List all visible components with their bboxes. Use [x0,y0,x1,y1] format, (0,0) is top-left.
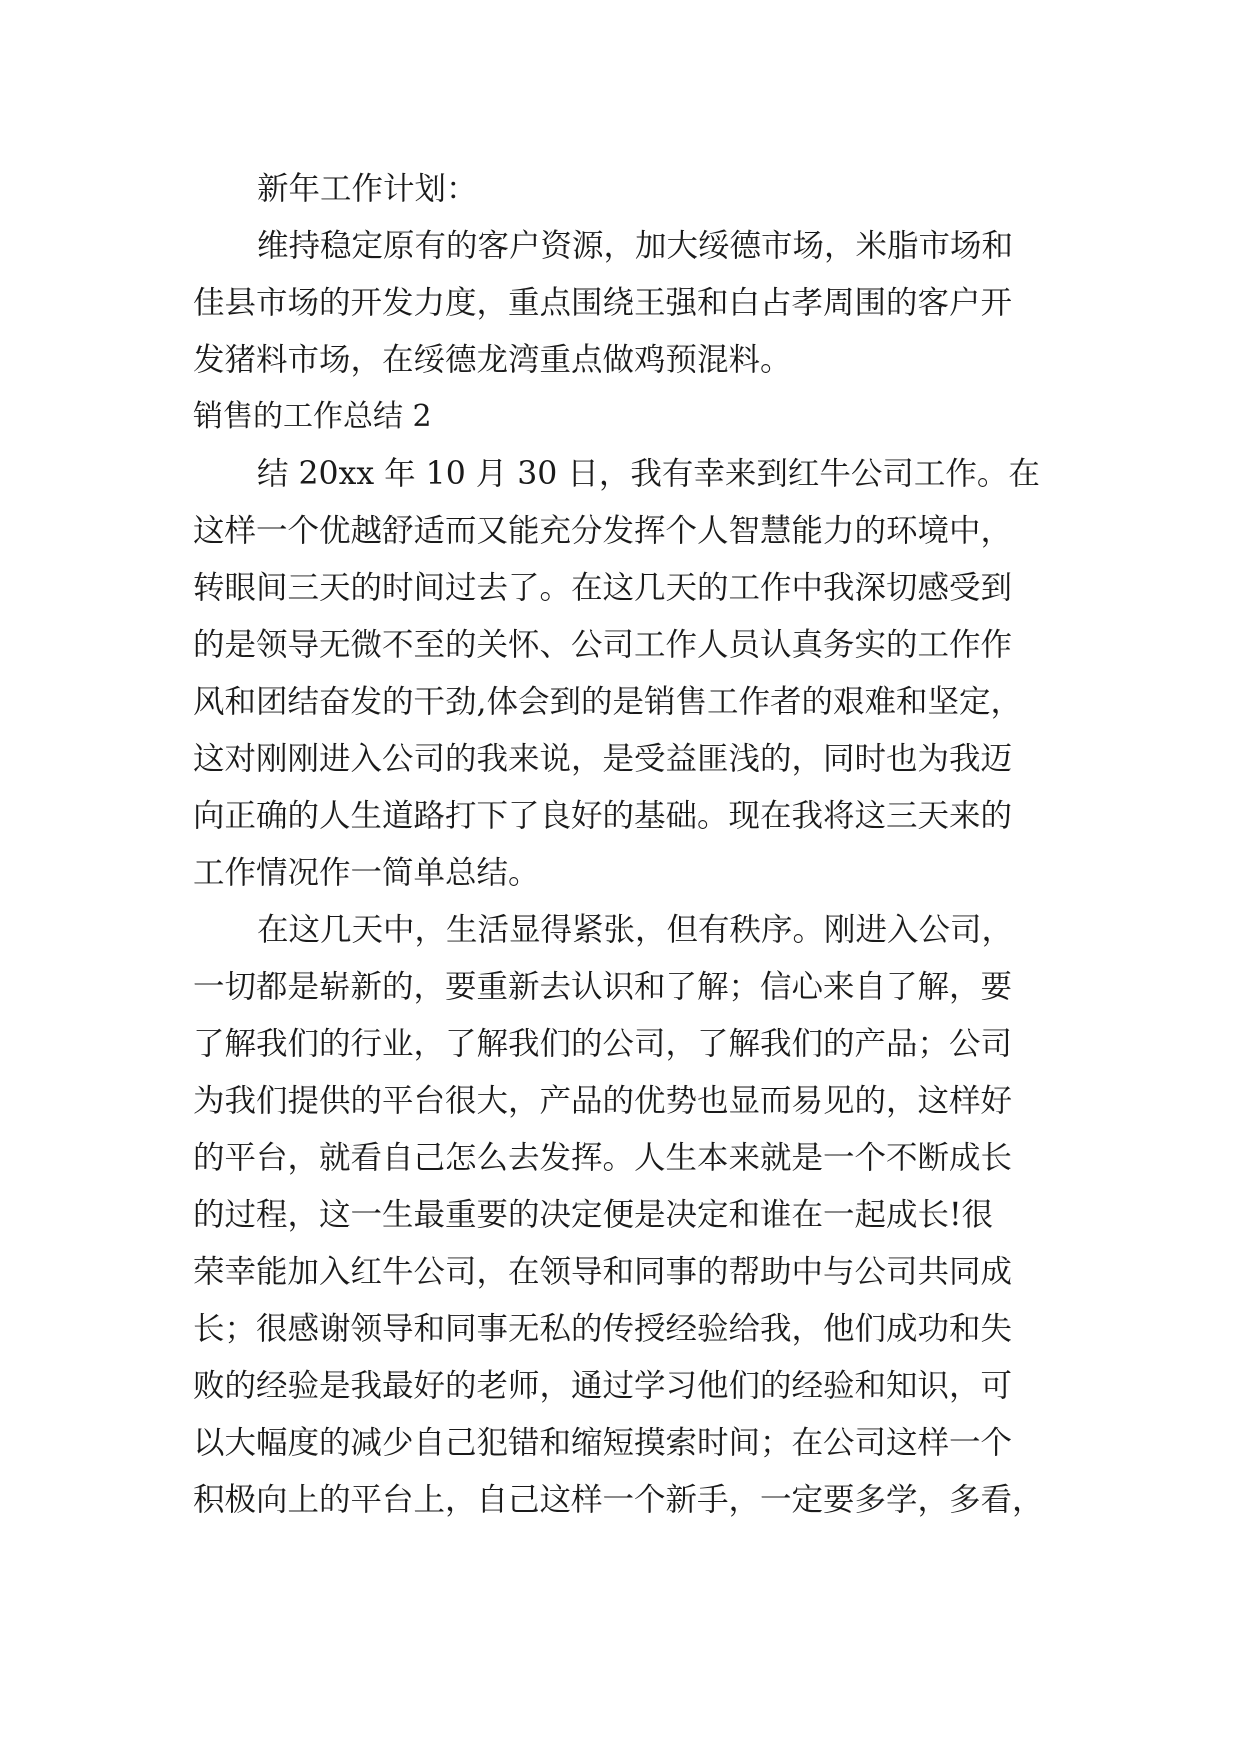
paragraph-line: 了解我们的行业，了解我们的公司，了解我们的产品；公司 [193,1026,1013,1062]
paragraph-line: 在这几天中，生活显得紧张，但有秩序。刚进入公司， [257,912,1014,948]
paragraph-line: 长；很感谢领导和同事无私的传授经验给我，他们成功和失 [193,1311,1013,1347]
paragraph-line: 的是领导无微不至的关怀、公司工作人员认真务实的工作作 [193,627,1013,663]
paragraph-line: 一切都是崭新的，要重新去认识和了解；信心来自了解，要 [193,969,1013,1005]
paragraph-line: 结 20xx 年 10 月 30 日，我有幸来到红牛公司工作。在 [257,456,1040,492]
paragraph-line: 佳县市场的开发力度，重点围绕王强和白占孝周围的客户开 [193,285,1013,321]
paragraph-line: 的平台，就看自己怎么去发挥。人生本来就是一个不断成长 [193,1140,1013,1176]
paragraph-line: 转眼间三天的时间过去了。在这几天的工作中我深切感受到 [193,570,1013,606]
paragraph-line: 为我们提供的平台很大，产品的优势也显而易见的，这样好 [193,1083,1013,1119]
paragraph-line: 以大幅度的减少自己犯错和缩短摸索时间；在公司这样一个 [193,1425,1013,1461]
section-heading: 销售的工作总结 2 [193,399,432,434]
paragraph-line: 的过程，这一生最重要的决定便是决定和谁在一起成长!很 [193,1197,994,1233]
paragraph-line: 发猪料市场，在绥德龙湾重点做鸡预混料。 [193,342,792,378]
paragraph-line: 荣幸能加入红牛公司，在领导和同事的帮助中与公司共同成 [193,1254,1013,1290]
paragraph-line: 风和团结奋发的干劲,体会到的是销售工作者的艰难和坚定， [193,684,1023,720]
paragraph-line: 积极向上的平台上，自己这样一个新手，一定要多学，多看， [193,1482,1044,1518]
plan-title: 新年工作计划： [257,171,478,207]
paragraph-line: 向正确的人生道路打下了良好的基础。现在我将这三天来的 [193,798,1013,834]
paragraph-line: 这样一个优越舒适而又能充分发挥个人智慧能力的环境中， [193,513,1013,549]
paragraph-line: 维持稳定原有的客户资源，加大绥德市场，米脂市场和 [257,228,1014,264]
paragraph-line: 这对刚刚进入公司的我来说，是受益匪浅的，同时也为我迈 [193,741,1013,777]
paragraph-line: 败的经验是我最好的老师，通过学习他们的经验和知识，可 [193,1368,1013,1404]
paragraph-line: 工作情况作一简单总结。 [193,855,540,891]
